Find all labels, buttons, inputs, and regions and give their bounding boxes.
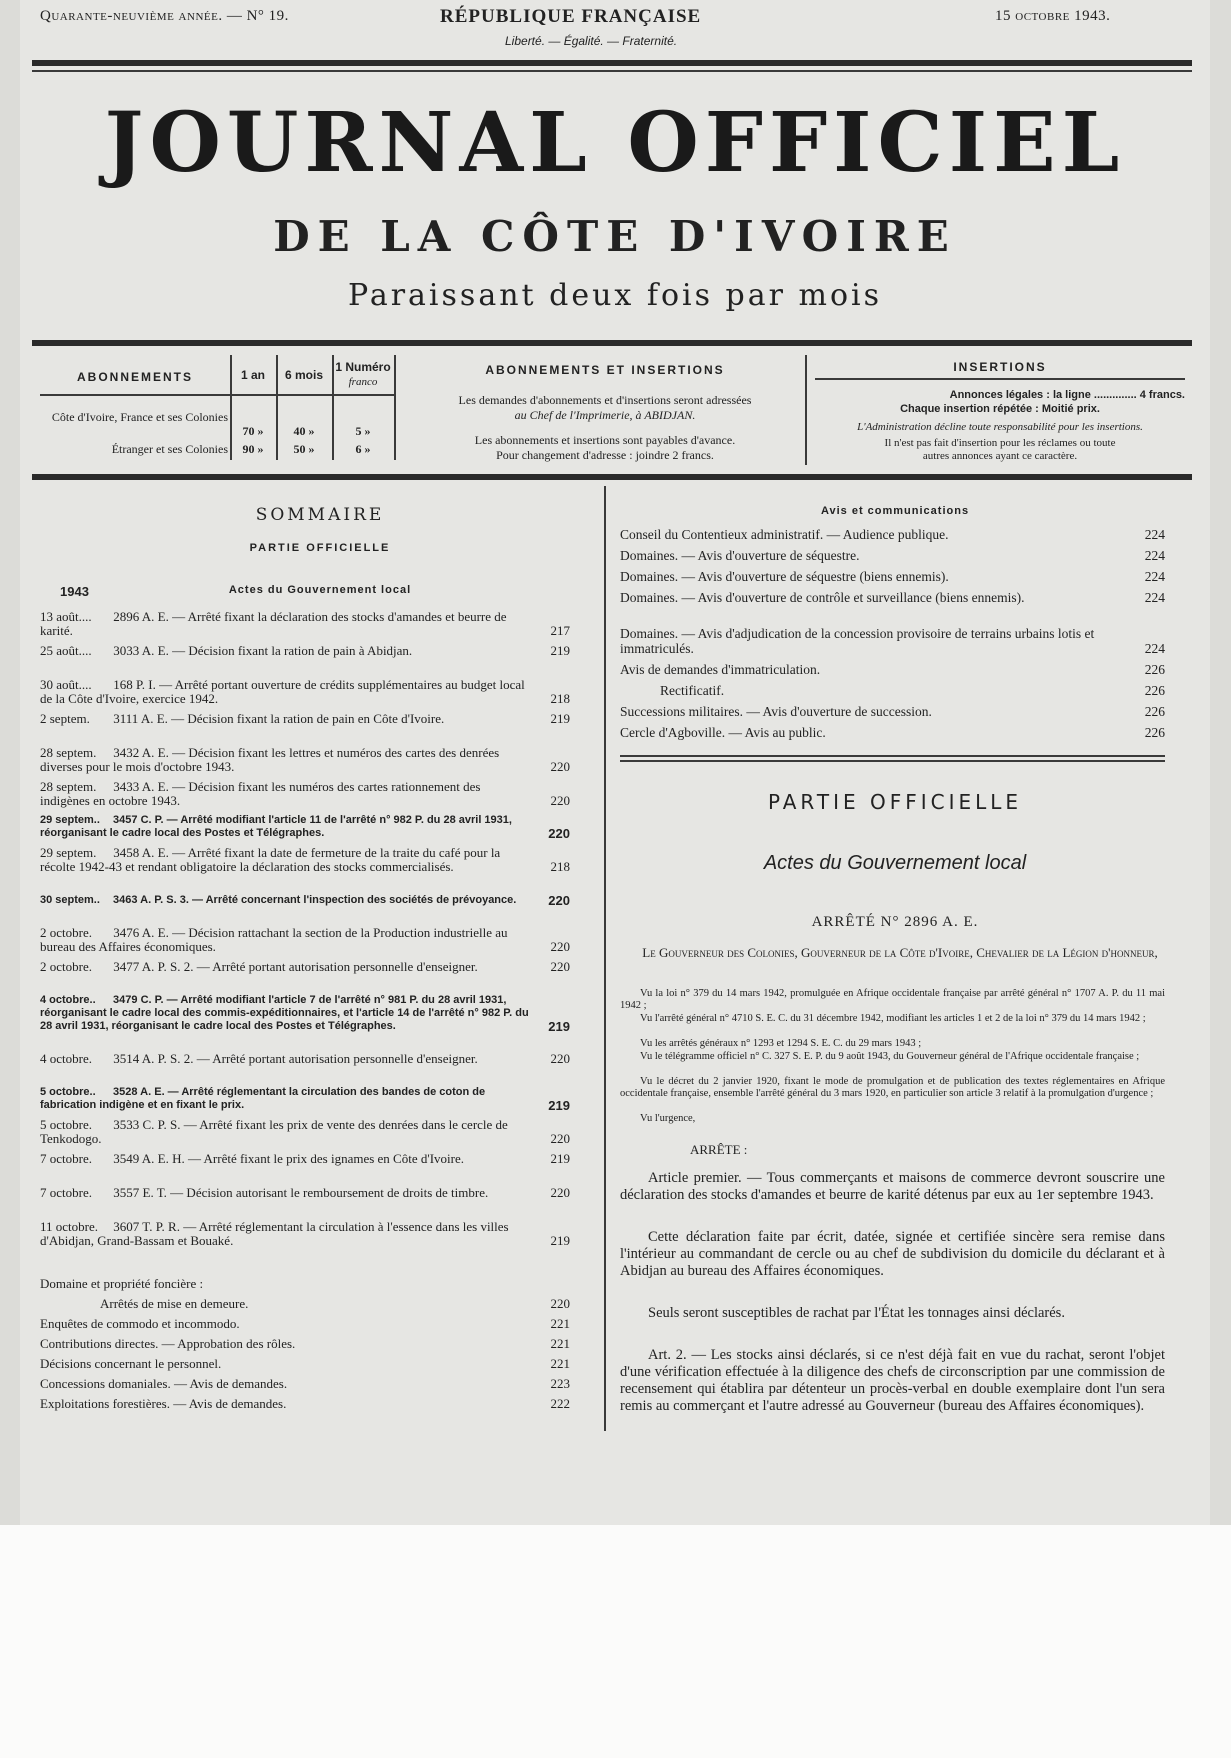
partie-officielle-title: PARTIE OFFICIELLE (767, 790, 1023, 814)
entry-date: 7 octobre. (40, 1185, 92, 1200)
entry-date: 11 octobre. (40, 1219, 98, 1234)
entry-page: 220 (550, 1131, 570, 1146)
box-divider (805, 355, 807, 465)
entry-page: 220 (550, 793, 570, 808)
entry-text: 3111 A. E. — Décision fixant la ration de pain en Côte d'Ivoire. (110, 711, 445, 726)
entry-text: 2896 A. E. — Arrêté fixant la déclaration des stocks d'amandes et beurre de karité. (40, 609, 507, 638)
sub-row-value: 6 » (355, 442, 371, 456)
avis-text: Domaines. — Avis d'ouverture de séquestre. (620, 548, 860, 563)
entry-page: 220 (550, 759, 570, 774)
avis-page: 224 (1144, 527, 1165, 542)
sub-row-value: 70 » (242, 424, 264, 438)
entry-text: 3477 A. P. S. 2. — Arrêté portant autorisation personnelle d'enseigner. (110, 959, 478, 974)
avis-text: Cercle d'Agboville. — Avis au public. (620, 725, 826, 740)
entry-text: 3033 A. E. — Décision fixant la ration de pain à Abidjan. (110, 643, 413, 658)
actes-heading: Actes du Gouvernement local (763, 852, 1027, 874)
entry-page: 220 (550, 939, 570, 954)
avis-page: 226 (1144, 662, 1165, 677)
entry-page: 220 (548, 893, 570, 908)
sommaire-entry (40, 1186, 570, 1200)
entry-page: 217 (550, 623, 570, 638)
avis-text: Successions militaires. — Avis d'ouverture de succession. (620, 704, 932, 719)
misc-text: Contributions directes. — Approbation des rôles. (40, 1336, 296, 1351)
entry-date: 2 octobre. (40, 959, 92, 974)
avis-entry (620, 683, 1165, 698)
sub-row-value: 90 » (242, 442, 264, 456)
box-bottom-rule (32, 474, 1192, 480)
arrete-label: ARRÊTE : (690, 1142, 748, 1157)
blank-margin (0, 1525, 1231, 1758)
misc-page: 221 (550, 1356, 570, 1371)
entry-date: 30 septem.. (40, 894, 100, 906)
avis-text: Rectificatif. (660, 683, 725, 698)
insertions-line: autres annonces ayant ce caractère. (922, 450, 1078, 462)
middle-box-line: au Chef de l'Imprimerie, à ABIDJAN. (514, 408, 696, 422)
entry-date: 30 août.... (40, 677, 92, 692)
entry-text: 3557 E. T. — Décision autorisant le remboursement de droits de timbre. (110, 1185, 489, 1200)
issue-number: Quarante-neuvième année. — N° 19. (40, 8, 289, 24)
misc-text: Arrêtés de mise en demeure. (100, 1296, 249, 1311)
misc-text: Concessions domaniales. — Avis de demandes. (40, 1376, 288, 1391)
avis-page: 226 (1144, 725, 1165, 740)
vu-line: Vu le décret du 2 janvier 1920, fixant le mode de promulgation et de publication des textes réglementaires en Afrique occidentale française, ensemble l'arrêté général du 3 mars 1920, en particulier son article 3 relatif à la promulgation d'urgence ; (620, 1076, 1165, 1099)
sommaire-entry (40, 1152, 570, 1166)
avis-page: 224 (1144, 641, 1165, 656)
avis-title: Avis et communications (820, 505, 970, 517)
sommaire-year: 1943 (60, 584, 89, 599)
misc-text: Enquêtes de commodo et incommodo. (40, 1316, 240, 1331)
avis-entry (620, 662, 1165, 677)
article-paragraph: Art. 2. — Les stocks ainsi déclarés, si ce n'est déjà fait en vue du rachat, seront l'objet d'une vérification effectuée à la diligence des chefs de circonscription par une commission de recensement qui établira par détenteur un procès-verbal en double exemplaire dont l'un sera remis au commerçant et l'autre adressé au Gouverneur (bureau des Affaires économiques). (620, 1347, 1165, 1414)
entry-text: 3533 C. P. S. — Arrêté fixant les prix de vente des denrées dans le cercle de Tenkodogo. (40, 1117, 508, 1146)
insertions-title: INSERTIONS (953, 360, 1047, 374)
insertions-rule (815, 378, 1185, 380)
entry-date: 2 septem. (40, 711, 90, 726)
avis-entry (620, 527, 1165, 542)
misc-text: Décisions concernant le personnel. (40, 1356, 222, 1371)
misc-page: 222 (550, 1396, 570, 1411)
sommaire-misc-item (40, 1396, 570, 1412)
misc-page: 220 (550, 1296, 570, 1311)
entry-text: 3476 A. E. — Décision rattachant la section de la Production industrielle au bureau des Affaires économiques. (40, 925, 508, 954)
insertions-line: Chaque insertion répétée : Moitié prix. (900, 403, 1100, 415)
entry-date: 5 octobre. (40, 1117, 92, 1132)
arrete-number: ARRÊTÉ N° 2896 A. E. (811, 914, 979, 930)
col-1-an: 1 an (240, 368, 265, 382)
masthead-tagline: Paraissant deux fois par mois (347, 278, 883, 313)
sommaire-entry (40, 610, 570, 638)
entry-page: 220 (550, 959, 570, 974)
avis-text: Avis de demandes d'immatriculation. (620, 662, 821, 677)
avis-page: 224 (1144, 590, 1165, 605)
entry-date: 7 octobre. (40, 1151, 92, 1166)
entry-text: 3458 A. E. — Arrêté fixant la date de fermeture de la traite du café pour la récolte 1942-43 et rendant obligatoire la déclaration des stocks commercialisés. (40, 845, 501, 874)
sommaire-entry (40, 994, 570, 1033)
sommaire-partie: PARTIE OFFICIELLE (249, 542, 391, 554)
avis-page: 224 (1144, 548, 1165, 563)
entry-date: 28 septem. (40, 745, 97, 760)
avis-entry (620, 626, 1165, 656)
sommaire-entry (40, 780, 570, 808)
middle-box-line: Les demandes d'abonnements et d'insertions seront adressées (458, 393, 752, 407)
sommaire-actes-title: Actes du Gouvernement local (228, 584, 412, 596)
vu-line: Vu l'urgence, (640, 1113, 696, 1124)
entry-page: 219 (548, 1098, 570, 1113)
entry-page: 219 (550, 1151, 570, 1166)
sommaire-entry (40, 1220, 570, 1248)
entry-date: 4 octobre.. (40, 994, 96, 1006)
entry-text: 3433 A. E. — Décision fixant les numéros des cartes rationnement des indigènes en octobre 1943. (40, 779, 481, 808)
sommaire-title: SOMMAIRE (255, 505, 385, 525)
misc-page: 221 (550, 1316, 570, 1331)
article-paragraph: Article premier. — Tous commerçants et maisons de commerce devront souscrire une déclaration des stocks d'amandes et beurre de karité détenus par eux au 1er septembre 1943. (620, 1170, 1165, 1203)
entry-page: 220 (550, 1185, 570, 1200)
sommaire-entry (40, 1118, 570, 1146)
republic-label: RÉPUBLIQUE FRANÇAISE (440, 6, 702, 27)
avis-entry (620, 590, 1165, 605)
article-paragraph: Cette déclaration faite par écrit, datée, signée et certifiée sincère sera remise dans l'intérieur au commandant de cercle ou au chef de subdivision du domicile du déclarant et à Abidjan au bureau des Affaires économiques. (620, 1229, 1165, 1279)
sub-row-value: 50 » (293, 442, 315, 456)
sommaire-entry (40, 926, 570, 954)
entry-text: 168 P. I. — Arrêté portant ouverture de crédits supplémentaires au budget local de la Côte d'Ivoire, exercice 1942. (40, 677, 525, 706)
entry-date: 5 octobre.. (40, 1086, 96, 1098)
avis-bottom-rule-2 (620, 760, 1165, 762)
entry-page: 219 (550, 643, 570, 658)
avis-text: Domaines. — Avis d'ouverture de contrôle et surveillance (biens ennemis). (620, 590, 1025, 605)
column-divider (604, 486, 606, 1431)
entry-date: 28 septem. (40, 779, 97, 794)
issue-date: 15 octobre 1943. (995, 8, 1111, 24)
col-numero-sub: franco (348, 376, 378, 388)
avis-entry (620, 548, 1165, 563)
middle-box-line: Pour changement d'adresse : joindre 2 francs. (496, 448, 714, 462)
avis-text: Conseil du Contentieux administratif. — Audience publique. (620, 527, 949, 542)
col-6-mois: 6 mois (284, 368, 323, 382)
misc-page: 223 (550, 1376, 570, 1391)
entry-date: 29 septem. (40, 845, 97, 860)
entry-page: 219 (548, 1019, 570, 1034)
governor-title: Le Gouverneur des Colonies, Gouverneur de la Côte d'Ivoire, Chevalier de la Légion d'honneur, (642, 945, 1158, 960)
sub-row-value: 40 » (293, 424, 315, 438)
entry-date: 13 août.... (40, 609, 92, 624)
sommaire-entry (40, 644, 570, 658)
entry-page: 218 (550, 691, 570, 706)
vu-line: Vu la loi n° 379 du 14 mars 1942, promulguée en Afrique occidentale française par arrêté général n° 1707 A. P. du 11 mai 1942 ; (620, 988, 1165, 1011)
vu-line: Vu les arrêtés généraux n° 1293 et 1294 S. E. C. du 29 mars 1943 ; (640, 1038, 922, 1049)
entry-page: 219 (550, 711, 570, 726)
avis-text: Domaines. — Avis d'ouverture de séquestre (biens ennemis). (620, 569, 949, 584)
avis-text: Domaines. — Avis d'adjudication de la concession provisoire de terrains urbains lotis et immatriculés. (620, 626, 1095, 656)
sommaire-entry (40, 894, 570, 907)
sub-row-label: Côte d'Ivoire, France et ses Colonies (51, 410, 228, 424)
sub-row-value: 5 » (355, 424, 371, 438)
entry-page: 219 (550, 1233, 570, 1248)
avis-bottom-rule (620, 755, 1165, 757)
vu-line: Vu le télégramme officiel n° C. 327 S. E. P. du 9 août 1943, du Gouverneur général de l'Afrique occidentale française ; (640, 1051, 1140, 1062)
sommaire-entry (40, 960, 570, 974)
entry-text: 3514 A. P. S. 2. — Arrêté portant autorisation personnelle d'enseigner. (110, 1051, 478, 1066)
sommaire-misc-item (40, 1356, 570, 1372)
masthead-subtitle: DE LA CÔTE D'IVOIRE (273, 212, 957, 261)
avis-page: 226 (1144, 704, 1165, 719)
entry-date: 25 août.... (40, 643, 92, 658)
entry-text: 3432 A. E. — Décision fixant les lettres et numéros des cartes des denrées diverses pour le mois d'octobre 1943. (40, 745, 500, 774)
sommaire-entry (40, 746, 570, 774)
insertions-line: L'Administration décline toute responsabilité pour les insertions. (857, 421, 1143, 433)
sommaire-entry (40, 1086, 570, 1112)
avis-entry (620, 569, 1165, 584)
masthead-title: JOURNAL OFFICIEL (104, 95, 1126, 191)
entry-page: 220 (548, 826, 570, 841)
middle-box-line: Les abonnements et insertions sont payables d'avance. (474, 433, 736, 447)
entry-text: 3479 C. P. — Arrêté modifiant l'article 7 de l'arrêté n° 981 P. du 28 avril 1931, réorganisant le cadre local des commis-expéditionnaires, et l'article 14 de l'arrêté n° 982 P. du 28 avril 1931, réorganisant le cadre local des Postes et Télégraphes. (40, 994, 529, 1032)
vu-line: Vu l'arrêté général n° 4710 S. E. C. du 31 décembre 1942, modifiant les articles 1 et 2 de la loi n° 379 du 14 mars 1942 ; (640, 1013, 1146, 1024)
sommaire-entry (40, 712, 570, 726)
entry-date: 29 septem.. (40, 814, 100, 826)
middle-box-title: ABONNEMENTS ET INSERTIONS (485, 363, 725, 377)
sommaire-misc-item (40, 1296, 570, 1312)
entry-date: 2 octobre. (40, 925, 92, 940)
entry-text: 3528 A. E. — Arrêté réglementant la circulation des bandes de coton de fabrication indigène et en fixant le prix. (40, 1086, 486, 1111)
avis-page: 226 (1144, 683, 1165, 698)
article-paragraph: Seuls seront susceptibles de rachat par l'État les tonnages ainsi déclarés. (648, 1305, 1065, 1321)
misc-page: 221 (550, 1336, 570, 1351)
sub-header-rule (40, 394, 394, 396)
avis-entry (620, 725, 1165, 740)
sommaire-misc-item (40, 1376, 570, 1392)
entry-page: 218 (550, 859, 570, 874)
entry-date: 4 octobre. (40, 1051, 92, 1066)
misc-text: Domaine et propriété foncière : (40, 1276, 204, 1291)
sommaire-misc-item (40, 1276, 570, 1292)
subscription-title: ABONNEMENTS (76, 370, 193, 384)
avis-page: 224 (1144, 569, 1165, 584)
motto: Liberté. — Égalité. — Fraternité. (505, 34, 678, 48)
entry-page: 220 (550, 1051, 570, 1066)
sommaire-misc-item (40, 1336, 570, 1352)
sommaire-entry (40, 814, 570, 840)
misc-text: Exploitations forestières. — Avis de demandes. (40, 1396, 287, 1411)
top-rule-thin (32, 70, 1192, 72)
col-numero: 1 Numéro (335, 360, 391, 374)
sommaire-entry (40, 1052, 570, 1066)
sommaire-misc-item (40, 1316, 570, 1332)
entry-text: 3549 A. E. H. — Arrêté fixant le prix des ignames en Côte d'Ivoire. (110, 1151, 464, 1166)
entry-text: 3463 A. P. S. 3. — Arrêté concernant l'inspection des sociétés de prévoyance. (110, 894, 517, 906)
entry-text: 3457 C. P. — Arrêté modifiant l'article 11 de l'arrêté n° 982 P. du 28 avril 1931, réorganisant le cadre local des Postes et Télégraphes. (40, 814, 512, 839)
insertions-line: Il n'est pas fait d'insertion pour les réclames ou toute (884, 437, 1116, 449)
box-top-rule (32, 340, 1192, 346)
sommaire-entry (40, 846, 570, 874)
sub-row-label: Étranger et ses Colonies (111, 442, 228, 456)
avis-entry (620, 704, 1165, 719)
top-rule (32, 60, 1192, 66)
sommaire-entry (40, 678, 570, 706)
entry-text: 3607 T. P. R. — Arrêté réglementant la circulation à l'essence dans les villes d'Abidjan, Grand-Bassam et Bouaké. (40, 1219, 509, 1248)
insertions-line: Annonces légales : la ligne .............. 4 francs. (949, 389, 1185, 401)
sub-col-divider (394, 355, 396, 460)
